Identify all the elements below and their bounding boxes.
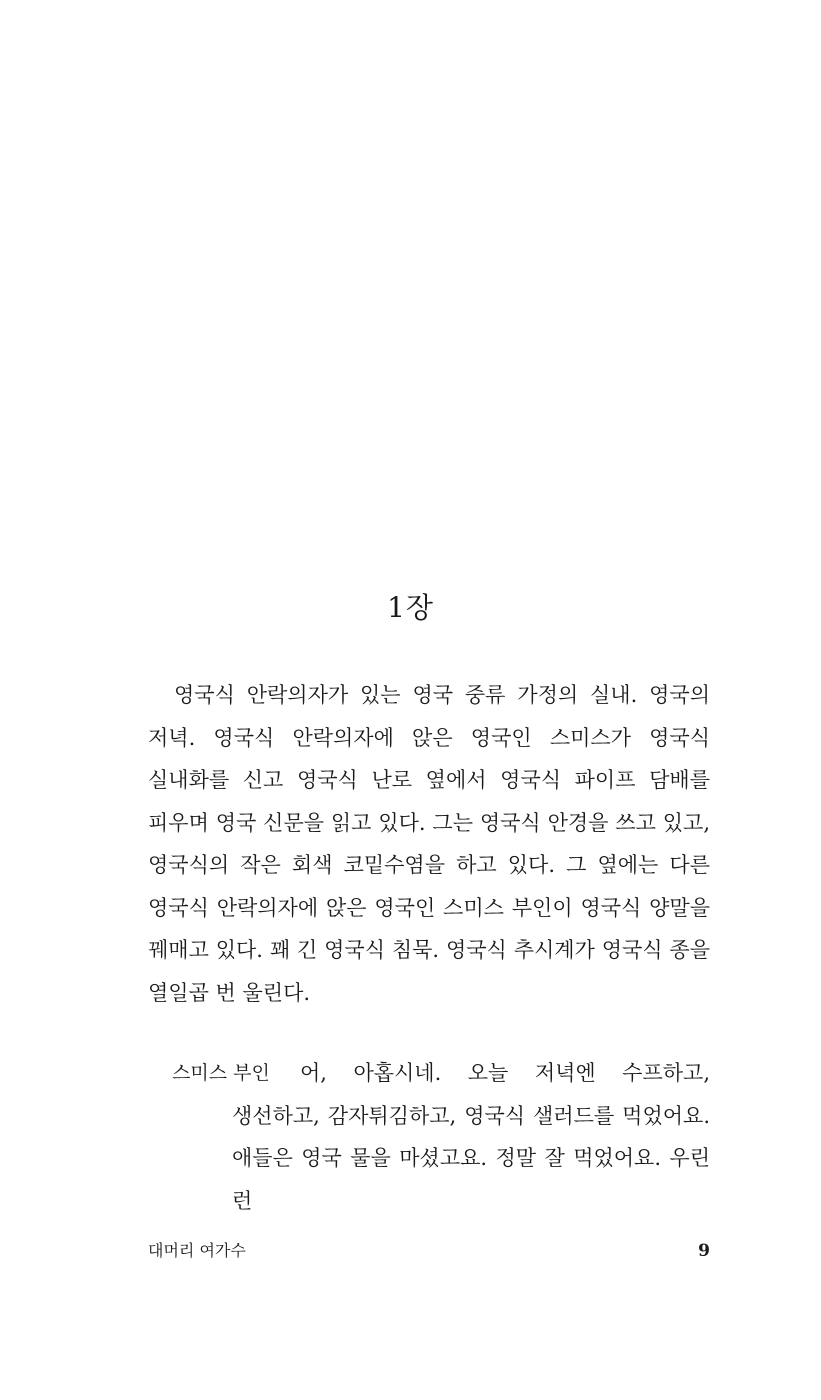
running-footer-title: 대머리 여가수 bbox=[148, 1241, 246, 1260]
stage-direction-paragraph: 영국식 안락의자가 있는 영국 중류 가정의 실내. 영국의 저녁. 영국식 안락의자에 앉은 영국인 스미스가 영국식 실내화를 신고 영국식 난로 옆에서 영국식 파이프 담배를 피우며 영국 신문을 읽고 있다. 그는 영국식 안경을 쓰고 있고, 영국식의 작은 회색 코밑수염을 하고 있다. 그 옆에는 다른 영국식 안락의자에 앉은 영국인 스미스 부인이 영국식 양말을 꿰매고 있다. 꽤 긴 영국식 침묵. 영국식 추시계가 영국식 종을 열일곱 번 울린다. bbox=[148, 683, 710, 1005]
dialogue-line: 어, 아홉시네. 오늘 저녁엔 수프하고, 생선하고, 감자튀김하고, 영국식 샐러드를 먹었어요. 애들은 영국 물을 마셨고요. 정말 잘 먹었어요. 우린 런 bbox=[232, 1061, 710, 1213]
chapter-title: 1장 bbox=[387, 591, 434, 624]
speaker-name: 스미스 부인 bbox=[172, 1062, 270, 1084]
dialogue-block bbox=[172, 1052, 710, 1213]
page-number: 9 bbox=[698, 1241, 710, 1261]
